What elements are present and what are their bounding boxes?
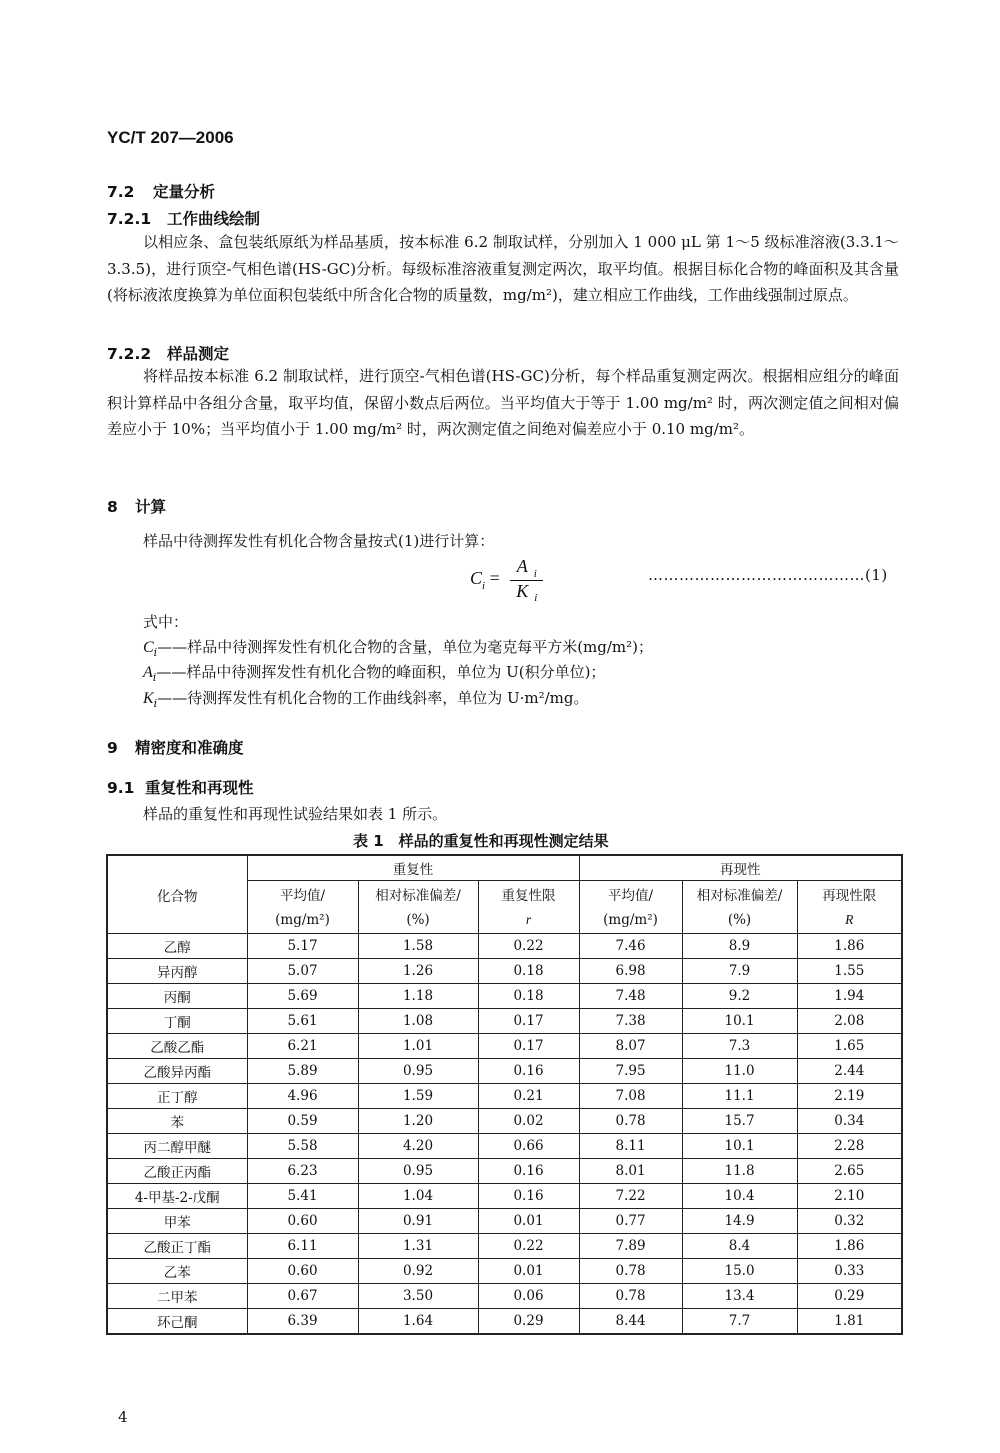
- value-cell: 0.17: [478, 1034, 579, 1059]
- value-cell: 5.17: [247, 934, 358, 959]
- value-cell: 0.91: [358, 1209, 478, 1234]
- value-cell: 1.18: [358, 984, 478, 1009]
- compound-name-cell: 丙酮: [107, 984, 247, 1009]
- unit-cell: (mg/m²): [247, 907, 358, 934]
- numerator: A $_i$: [510, 556, 543, 581]
- value-cell: 6.11: [247, 1234, 358, 1259]
- value-cell: 1.86: [797, 1234, 902, 1259]
- value-cell: 13.4: [682, 1284, 797, 1309]
- value-cell: 1.64: [358, 1309, 478, 1335]
- paragraph-7-2-2: 将样品按本标准 6.2 制取试样，进行顶空-气相色谱(HS-GC)分析，每个样品重复测定两次。根据相应组分的峰面积计算样品中各组分含量，取平均值，保留小数点后两位。当平均值大于等于 1.00 mg/m² 时，两次测定值之间相对偏差应小于 10%；当平均值小于 1.00 mg/m² 时，两次测定值之间绝对偏差应小于 0.10 mg/m²。: [107, 367, 899, 438]
- equation-number: ……………………………………(1): [648, 566, 888, 584]
- value-cell: 8.11: [579, 1134, 682, 1159]
- value-cell: 8.44: [579, 1309, 682, 1335]
- table-row: [107, 1109, 902, 1134]
- value-cell: 10.1: [682, 1009, 797, 1034]
- value-cell: 11.1: [682, 1084, 797, 1109]
- value-cell: 2.10: [797, 1184, 902, 1209]
- value-cell: 1.26: [358, 959, 478, 984]
- value-cell: 4.20: [358, 1134, 478, 1159]
- section-number: 7.2: [107, 183, 135, 201]
- value-cell: 1.04: [358, 1184, 478, 1209]
- section-number: 9.1: [107, 779, 135, 797]
- page-number: 4: [118, 1408, 128, 1426]
- value-cell: 0.60: [247, 1259, 358, 1284]
- value-cell: 5.07: [247, 959, 358, 984]
- value-cell: 2.19: [797, 1084, 902, 1109]
- value-cell: 7.89: [579, 1234, 682, 1259]
- fraction: [510, 556, 543, 604]
- table-row: [107, 1084, 902, 1109]
- value-cell: 0.95: [358, 1159, 478, 1184]
- table-row: [107, 1209, 902, 1234]
- value-cell: 0.78: [579, 1284, 682, 1309]
- section-number: 7.2.2: [107, 345, 152, 363]
- value-cell: 9.2: [682, 984, 797, 1009]
- compound-name-cell: 丁酮: [107, 1009, 247, 1034]
- table-row: [107, 1309, 902, 1335]
- value-cell: 10.1: [682, 1134, 797, 1159]
- section-heading-9-1: [107, 776, 254, 798]
- table-row: [107, 1234, 902, 1259]
- value-cell: 1.59: [358, 1084, 478, 1109]
- value-cell: 7.38: [579, 1009, 682, 1034]
- header-mean: 平均值/: [579, 881, 682, 908]
- unit-cell: (%): [358, 907, 478, 934]
- paragraph-9-1: 样品的重复性和再现性试验结果如表 1 所示。: [143, 805, 448, 823]
- value-cell: 0.18: [478, 959, 579, 984]
- value-cell: 0.92: [358, 1259, 478, 1284]
- equation-lhs-subscript: i: [482, 579, 486, 592]
- table-row: [107, 1184, 902, 1209]
- section-number: 8: [107, 498, 118, 516]
- value-cell: 4.96: [247, 1084, 358, 1109]
- value-cell: 6.23: [247, 1159, 358, 1184]
- section-number: 7.2.1: [107, 210, 152, 228]
- definition-ci: $C_i——$样品中待测挥发性有机化合物的含量，单位为毫克每平方米(mg/m²)；: [143, 638, 654, 659]
- value-cell: 0.34: [797, 1109, 902, 1134]
- value-cell: 8.9: [682, 934, 797, 959]
- value-cell: 11.0: [682, 1059, 797, 1084]
- value-cell: 1.55: [797, 959, 902, 984]
- section-title: 精密度和准确度: [135, 739, 244, 757]
- table-row: [107, 1059, 902, 1084]
- table-body: [107, 934, 902, 1335]
- section-heading-9: [107, 736, 244, 758]
- header-rsd: 相对标准偏差/: [682, 881, 797, 908]
- where-label: 式中：: [143, 613, 189, 631]
- value-cell: 0.16: [478, 1159, 579, 1184]
- paragraph-8: 样品中待测挥发性有机化合物含量按式(1)进行计算：: [143, 532, 495, 550]
- compound-name-cell: 乙酸正丙酯: [107, 1159, 247, 1184]
- value-cell: 1.31: [358, 1234, 478, 1259]
- table-row: [107, 1034, 902, 1059]
- unit-cell: r: [478, 907, 579, 934]
- value-cell: 0.60: [247, 1209, 358, 1234]
- section-heading-7-2: [107, 180, 215, 202]
- value-cell: 15.0: [682, 1259, 797, 1284]
- value-cell: 8.07: [579, 1034, 682, 1059]
- document-id: YC/T 207—2006: [107, 128, 234, 147]
- header-reproduce-limit: 再现性限: [797, 881, 902, 908]
- value-cell: 5.61: [247, 1009, 358, 1034]
- value-cell: 1.01: [358, 1034, 478, 1059]
- compound-name-cell: 环己酮: [107, 1309, 247, 1335]
- value-cell: 0.78: [579, 1109, 682, 1134]
- value-cell: 14.9: [682, 1209, 797, 1234]
- value-cell: 0.18: [478, 984, 579, 1009]
- definition-ai: $A_i——$样品中待测挥发性有机化合物的峰面积，单位为 U(积分单位)；: [143, 663, 606, 684]
- value-cell: 7.08: [579, 1084, 682, 1109]
- value-cell: 0.01: [478, 1259, 579, 1284]
- value-cell: 10.4: [682, 1184, 797, 1209]
- value-cell: 7.46: [579, 934, 682, 959]
- table-row: [107, 1134, 902, 1159]
- unit-cell: R: [797, 907, 902, 934]
- section-title: 工作曲线绘制: [167, 210, 261, 228]
- section-title: 重复性和再现性: [145, 779, 254, 797]
- value-cell: 7.48: [579, 984, 682, 1009]
- value-cell: 5.41: [247, 1184, 358, 1209]
- compound-name-cell: 苯: [107, 1109, 247, 1134]
- value-cell: 6.21: [247, 1034, 358, 1059]
- value-cell: 0.17: [478, 1009, 579, 1034]
- value-cell: 5.58: [247, 1134, 358, 1159]
- value-cell: 0.95: [358, 1059, 478, 1084]
- value-cell: 1.81: [797, 1309, 902, 1335]
- value-cell: 3.50: [358, 1284, 478, 1309]
- value-cell: 0.66: [478, 1134, 579, 1159]
- value-cell: 0.06: [478, 1284, 579, 1309]
- value-cell: 8.4: [682, 1234, 797, 1259]
- unit-cell: (%): [682, 907, 797, 934]
- value-cell: 2.65: [797, 1159, 902, 1184]
- header-rsd: 相对标准偏差/: [358, 881, 478, 908]
- table-row: [107, 1259, 902, 1284]
- value-cell: 0.16: [478, 1184, 579, 1209]
- value-cell: 0.16: [478, 1059, 579, 1084]
- section-title: 样品测定: [167, 345, 230, 363]
- equation-lhs: C: [470, 568, 483, 589]
- table-row: [107, 984, 902, 1009]
- value-cell: 0.59: [247, 1109, 358, 1134]
- section-heading-7-2-1: [107, 207, 260, 229]
- value-cell: 0.78: [579, 1259, 682, 1284]
- results-table: [106, 854, 903, 1335]
- table-row: [107, 1159, 902, 1184]
- value-cell: 7.22: [579, 1184, 682, 1209]
- section-title: 定量分析: [153, 183, 216, 201]
- denominator: K $_i$: [516, 580, 538, 605]
- section-title: 计算: [135, 498, 167, 516]
- header-compound: 化合物: [107, 855, 247, 934]
- compound-name-cell: 异丙醇: [107, 959, 247, 984]
- header-group-repeatability: 重复性: [247, 855, 579, 881]
- value-cell: 2.08: [797, 1009, 902, 1034]
- table-caption: 表 1 样品的重复性和再现性测定结果: [353, 832, 609, 850]
- value-cell: 2.28: [797, 1134, 902, 1159]
- value-cell: 0.77: [579, 1209, 682, 1234]
- definition-ki: $K_i——$待测挥发性有机化合物的工作曲线斜率，单位为 U·m²/mg。: [143, 689, 589, 710]
- value-cell: 6.98: [579, 959, 682, 984]
- section-heading-7-2-2: [107, 342, 229, 364]
- value-cell: 0.33: [797, 1259, 902, 1284]
- value-cell: 1.08: [358, 1009, 478, 1034]
- value-cell: 0.22: [478, 934, 579, 959]
- section-heading-8: [107, 495, 166, 517]
- value-cell: 0.67: [247, 1284, 358, 1309]
- compound-name-cell: 乙酸乙酯: [107, 1034, 247, 1059]
- value-cell: 5.69: [247, 984, 358, 1009]
- compound-name-cell: 丙二醇甲醚: [107, 1134, 247, 1159]
- value-cell: 1.94: [797, 984, 902, 1009]
- value-cell: 1.65: [797, 1034, 902, 1059]
- equals-sign: =: [485, 568, 505, 589]
- compound-name-cell: 乙酸正丁酯: [107, 1234, 247, 1259]
- compound-name-cell: 二甲苯: [107, 1284, 247, 1309]
- value-cell: 0.29: [478, 1309, 579, 1335]
- value-cell: 1.58: [358, 934, 478, 959]
- header-repeat-limit: 重复性限: [478, 881, 579, 908]
- table-row: [107, 959, 902, 984]
- value-cell: 15.7: [682, 1109, 797, 1134]
- value-cell: 1.86: [797, 934, 902, 959]
- compound-name-cell: 甲苯: [107, 1209, 247, 1234]
- value-cell: 0.22: [478, 1234, 579, 1259]
- value-cell: 1.20: [358, 1109, 478, 1134]
- paragraph-7-2-1: 以相应条、盒包装纸原纸为样品基质，按本标准 6.2 制取试样，分别加入 1 000 μL 第 1～5 级标准溶液(3.3.1～3.3.5)，进行顶空-气相色谱(HS-GC)分析。每级标准溶液重复测定两次，取平均值。根据目标化合物的峰面积及其含量(将标液浓度换算为单位面积包装纸中所含化合物的质量数，mg/m²)，建立相应工作曲线，工作曲线强制过原点。: [107, 233, 899, 304]
- value-cell: 7.95: [579, 1059, 682, 1084]
- value-cell: 0.01: [478, 1209, 579, 1234]
- equation-1: [470, 556, 543, 604]
- header-group-reproducibility: 再现性: [579, 855, 902, 881]
- compound-name-cell: 4-甲基-2-戊酮: [107, 1184, 247, 1209]
- value-cell: 6.39: [247, 1309, 358, 1335]
- value-cell: 11.8: [682, 1159, 797, 1184]
- value-cell: 0.21: [478, 1084, 579, 1109]
- section-number: 9: [107, 739, 118, 757]
- compound-name-cell: 乙醇: [107, 934, 247, 959]
- value-cell: 7.9: [682, 959, 797, 984]
- table-row: [107, 1284, 902, 1309]
- value-cell: 0.02: [478, 1109, 579, 1134]
- value-cell: 7.7: [682, 1309, 797, 1335]
- table-row: [107, 934, 902, 959]
- compound-name-cell: 乙苯: [107, 1259, 247, 1284]
- unit-cell: (mg/m²): [579, 907, 682, 934]
- value-cell: 8.01: [579, 1159, 682, 1184]
- value-cell: 2.44: [797, 1059, 902, 1084]
- value-cell: 5.89: [247, 1059, 358, 1084]
- compound-name-cell: 正丁醇: [107, 1084, 247, 1109]
- compound-name-cell: 乙酸异丙酯: [107, 1059, 247, 1084]
- header-mean: 平均值/: [247, 881, 358, 908]
- table-row: [107, 1009, 902, 1034]
- value-cell: 0.32: [797, 1209, 902, 1234]
- value-cell: 7.3: [682, 1034, 797, 1059]
- value-cell: 0.29: [797, 1284, 902, 1309]
